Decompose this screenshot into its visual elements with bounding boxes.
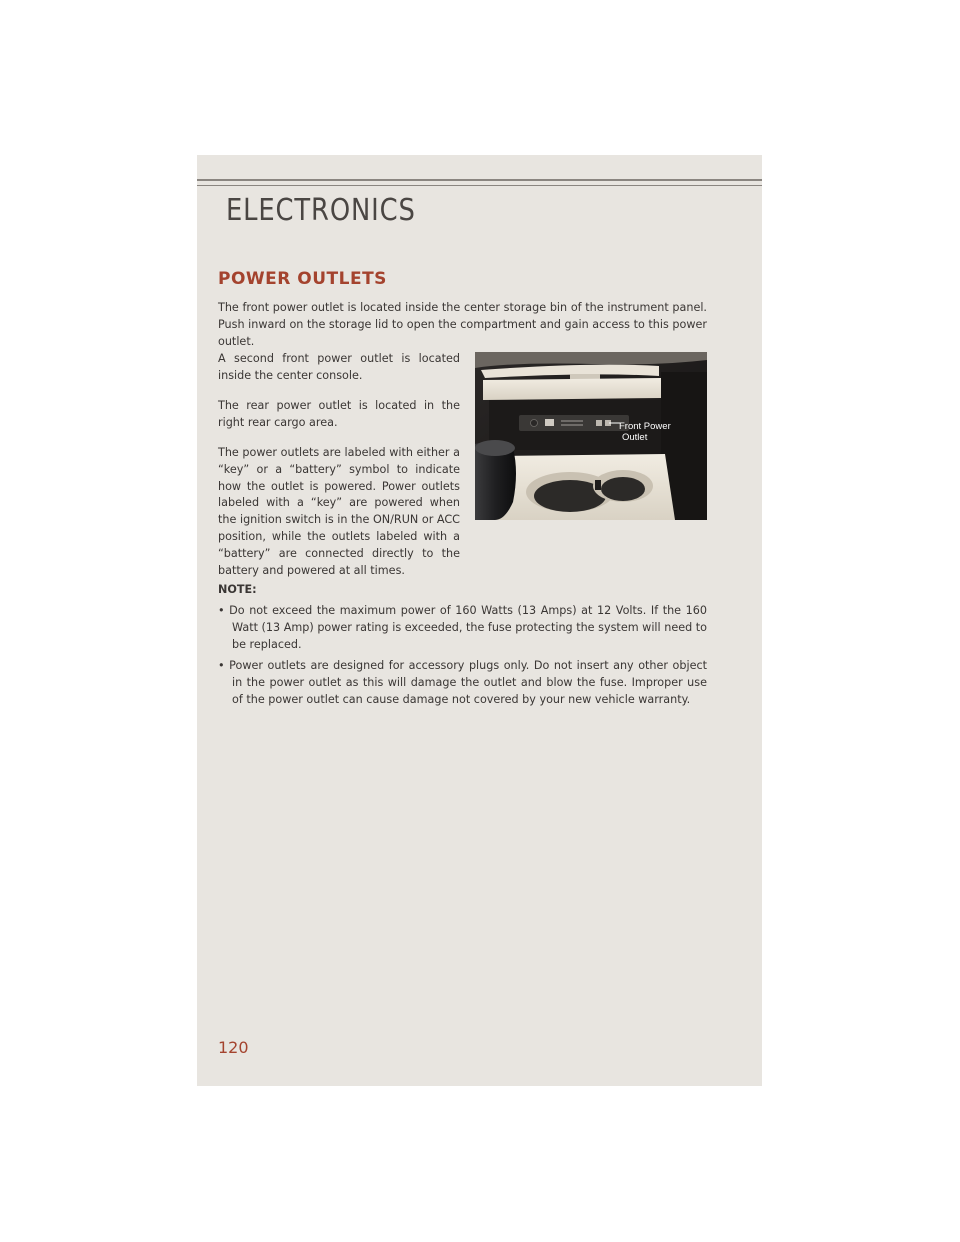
paragraph-outlet-symbols: The power outlets are labeled with either a “key” or a “battery” symbol to indicate how the outlet is powered. Power outlets labeled with a “key” are powered when the ignition switch is in the ON/RUN or ACC position, while the outlets labeled with a “battery” are connected directly to the battery and powered at all times.: [218, 446, 460, 577]
manual-page: [197, 155, 762, 1086]
callout-line-2: Outlet: [622, 431, 648, 443]
front-power-outlet-callout: [619, 422, 671, 443]
paragraph-rear-outlet: The rear power outlet is located in the right rear cargo area.: [218, 399, 460, 429]
page-title: POWER OUTLETS: [218, 269, 387, 289]
page-number: 120: [218, 1038, 249, 1057]
header-rule-thin: [197, 185, 762, 186]
section-heading: ELECTRONICS: [226, 193, 416, 228]
note-bullet-power-limit: • Do not exceed the maximum power of 160 Watts (13 Amps) at 12 Volts. If the 160 Watt (13 Amp) power rating is exceeded, the fuse protecting the system will need to be replaced.: [218, 604, 707, 651]
note-bullet-accessory-only: • Power outlets are designed for accessory plugs only. Do not insert any other object in the power outlet as this will damage the outlet and blow the fuse. Improper use of the power outlet can cause damage not covered by your new vehicle warranty.: [218, 659, 707, 706]
note-label: NOTE:: [218, 583, 257, 596]
header-rule: [197, 179, 762, 181]
callout-line-1: Front Power: [619, 421, 671, 432]
paragraph-second-outlet: A second front power outlet is located inside the center console.: [218, 352, 460, 382]
paragraph-front-outlet: The front power outlet is located inside the center storage bin of the instrument panel. Push inward on the storage lid to open the compartment and gain access to this power outlet.: [218, 301, 707, 348]
power-outlet-photo: [475, 352, 707, 520]
